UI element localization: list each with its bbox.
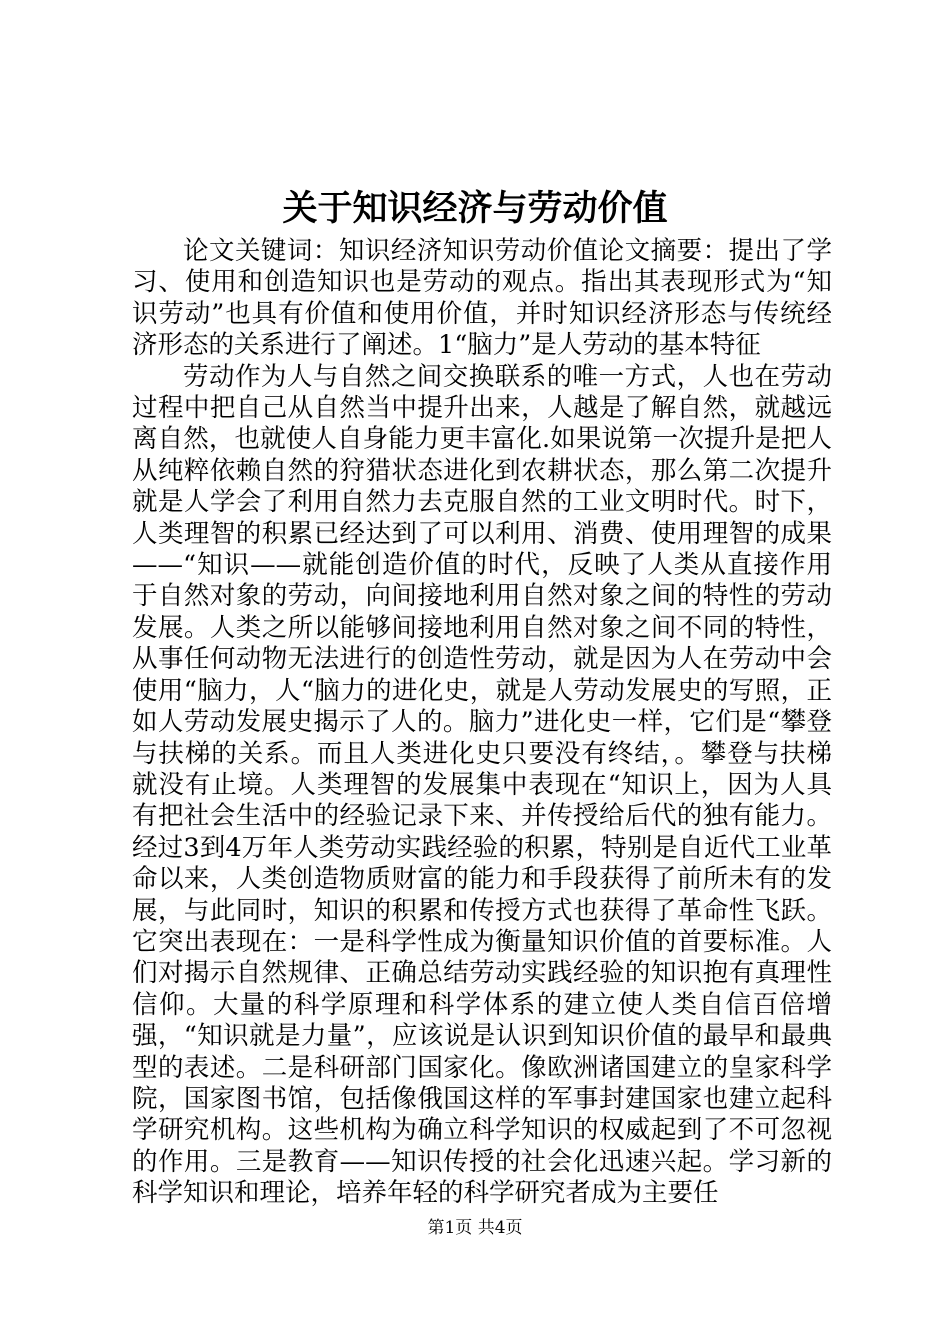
paragraph-main: 劳动作为人与自然之间交换联系的唯一方式，人也在劳动过程中把自己从自然当中提升出来，人越是了解自然，就越远离自然，也就使人自身能力更丰富化.如果说第一次提升是把人从纯粹依赖自然的狩猎状态进化到农耕状态，那么第二次提升就是人学会了利用自然力去克服自然的工业文明时代。时下，人类理智的积累已经达到了可以利用、消费、使用理智的成果——“知识——就能创造价值的时代，反映了人类从直接作用于自然对象的劳动，向间接地利用自然对象之间的特性的劳动发展。人类之所以能够间接地利用自然对象之间不同的特性，从事任何动物无法进行的创造性劳动，就是因为人在劳动中会使用“脑力，人“脑力的进化史，就是人劳动发展史的写照，正如人劳动发展史揭示了人的。脑力”进化史一样，它们是“攀登与扶梯的关系。而且人类进化史只要没有终结，。攀登与扶梯就没有止境。人类理智的发展集中表现在“知识上，因为人具有把社会生活中的经验记录下来、并传授给后代的独有能力。经过3到4万年人类劳动实践经验的积累，特别是自近代工业革命以来，人类创造物质财富的能力和手段获得了前所未有的发展，与此同时，知识的积累和传授方式也获得了革命性飞跃。它突出表现在：一是科学性成为衡量知识价值的首要标准。人们对揭示自然规律、正确总结劳动实践经验的知识抱有真理性信仰。大量的科学原理和科学体系的建立使人类自信百倍增强，“知识就是力量”，应该说是认识到知识价值的最早和最典型的表述。二是科研部门国家化。像欧洲诸国建立的皇家科学院，国家图书馆，包括像俄国这样的军事封建国家也建立起科学研究机构。这些机构为确立科学知识的权威起到了不可忽视的作用。三是教育——知识传授的社会化迅速兴起。学习新的科学知识和理论，培养年轻的科学研究者成为主要任 [132, 361, 832, 1209]
page-number-footer: 第1页 共4页 [427, 1218, 523, 1238]
document-body [132, 236, 832, 1210]
paragraph-abstract: 论文关键词：知识经济知识劳动价值论文摘要：提出了学习、使用和创造知识也是劳动的观点。指出其表现形式为“知识劳动”也具有价值和使用价值，并时知识经济形态与传统经济形态的关系进行了阐述。1“脑力”是人劳动的基本特征 [132, 236, 832, 361]
document-title: 关于知识经济与劳动价值 [282, 188, 668, 229]
